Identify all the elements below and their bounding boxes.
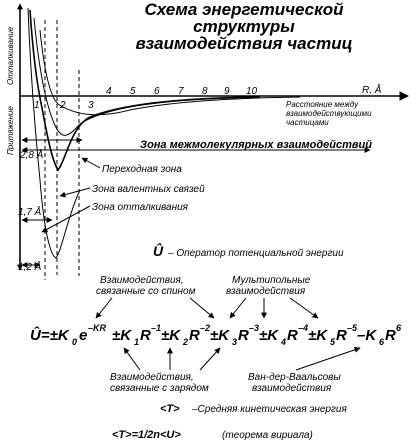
annotation-vdw-2: взаимодействия bbox=[252, 383, 332, 394]
vdw-arrow bbox=[296, 348, 360, 370]
eq-exp-1: –1 bbox=[151, 323, 162, 333]
eq-r2: R bbox=[189, 327, 200, 344]
eq-minus-k6: –K bbox=[357, 327, 377, 344]
zone-transition-pointer bbox=[82, 158, 100, 168]
eq-r1: R bbox=[140, 327, 151, 344]
zone-repulsion-label: Зона отталкивания bbox=[92, 202, 188, 213]
annotation-vdw-1: Ван-дер-Ваальсовы bbox=[248, 372, 341, 383]
eq-r5: R bbox=[336, 327, 347, 344]
eq-r6: R bbox=[385, 327, 396, 344]
level-label-1-7: 1,7 Å bbox=[18, 207, 42, 218]
tick-7: 7 bbox=[178, 86, 184, 97]
x-desc-line-1: Расстояние между bbox=[286, 100, 359, 109]
eq-sub-0: 0 bbox=[72, 337, 78, 347]
eq-exp-2: –2 bbox=[200, 323, 211, 333]
tick-1: 1 bbox=[34, 100, 40, 111]
zone-transition-label: Переходная зона bbox=[102, 164, 182, 175]
eq-exp-4: –4 bbox=[298, 323, 309, 333]
eq-pm-k1: ±K bbox=[112, 327, 132, 344]
y-label-attraction: Притяжение bbox=[6, 106, 15, 155]
title-line-1: Схема энергетической bbox=[144, 0, 344, 19]
equation bbox=[30, 323, 402, 347]
charge-arrow-3 bbox=[200, 348, 220, 370]
eq-sub-6: 6 bbox=[379, 337, 385, 347]
eq-pm-k4: ±K bbox=[259, 327, 279, 344]
charge-arrow-1 bbox=[124, 348, 140, 370]
operator-description: – Оператор потенциальной энергии bbox=[168, 248, 344, 259]
multipole-arrow-3 bbox=[290, 298, 318, 318]
y-label-repulsion: Отталкивание bbox=[6, 26, 15, 85]
eq-sub-1: 1 bbox=[134, 337, 140, 347]
operator-symbol: Û bbox=[153, 243, 164, 259]
eq-pm-k3: ±K bbox=[210, 327, 230, 344]
eq-sub-4: 4 bbox=[281, 337, 287, 347]
tick-2: 2 bbox=[60, 100, 66, 111]
tick-10: 10 bbox=[246, 86, 258, 97]
equation-lhs: Û=±K bbox=[30, 327, 69, 344]
tick-4: 4 bbox=[106, 86, 112, 97]
eq-exp-6: 6 bbox=[396, 323, 402, 333]
tick-8: 8 bbox=[202, 86, 208, 97]
tick-3: 3 bbox=[88, 100, 94, 111]
x-desc-line-2: взаимодействующими bbox=[286, 109, 372, 118]
title-line-3: взаимодействия частиц bbox=[135, 34, 353, 53]
kinetic-description: –Средняя кинетическая энергия bbox=[192, 404, 347, 415]
annotation-multipole-2: взаимодействия bbox=[226, 286, 306, 297]
annotation-multipole-1: Мультипольные bbox=[232, 275, 311, 286]
level-label-1-2: 1,2 Å bbox=[18, 262, 42, 273]
tick-5: 5 bbox=[130, 86, 136, 97]
eq-r4: R bbox=[287, 327, 298, 344]
eq-r3: R bbox=[238, 327, 249, 344]
title-line-2: структуры bbox=[193, 17, 295, 36]
eq-e: e bbox=[79, 327, 88, 344]
multipole-arrow-1 bbox=[230, 298, 246, 318]
kinetic-symbol: <T> bbox=[160, 403, 180, 415]
spin-arrow-1 bbox=[96, 298, 112, 318]
x-axis-label: R, Å bbox=[362, 85, 382, 96]
virial-note: (теорема вириала) bbox=[222, 430, 313, 441]
eq-exp-3: –3 bbox=[249, 323, 260, 333]
annotation-spin-1: Взаимодействия, bbox=[100, 275, 184, 286]
annotation-charge-2: связанные с зарядом bbox=[110, 383, 209, 394]
eq-sub-3: 3 bbox=[232, 337, 238, 347]
spin-arrow-2 bbox=[190, 298, 214, 318]
eq-exp-KR: –KR bbox=[88, 323, 107, 333]
virial-formula: <T>=1/2n<U> bbox=[112, 429, 181, 441]
tick-6: 6 bbox=[154, 86, 160, 97]
zone-intermolecular-label: Зона межмолекулярных взаимодействий bbox=[140, 139, 372, 151]
eq-pm-k2: ±K bbox=[161, 327, 181, 344]
eq-exp-5: –5 bbox=[347, 323, 358, 333]
zone-valence-label: Зона валентных связей bbox=[92, 184, 205, 195]
eq-pm-k5: ±K bbox=[308, 327, 328, 344]
annotation-spin-2: связанные со спином bbox=[96, 286, 196, 297]
level-label-2-8: 2,8 Å bbox=[20, 150, 44, 161]
x-desc-line-3: частицами bbox=[286, 118, 329, 127]
annotation-charge-1: Взаимодействия, bbox=[110, 372, 194, 383]
tick-9: 9 bbox=[224, 86, 230, 97]
eq-sub-2: 2 bbox=[183, 337, 189, 347]
eq-sub-5: 5 bbox=[330, 337, 336, 347]
zone-valence-pointer bbox=[60, 188, 90, 196]
